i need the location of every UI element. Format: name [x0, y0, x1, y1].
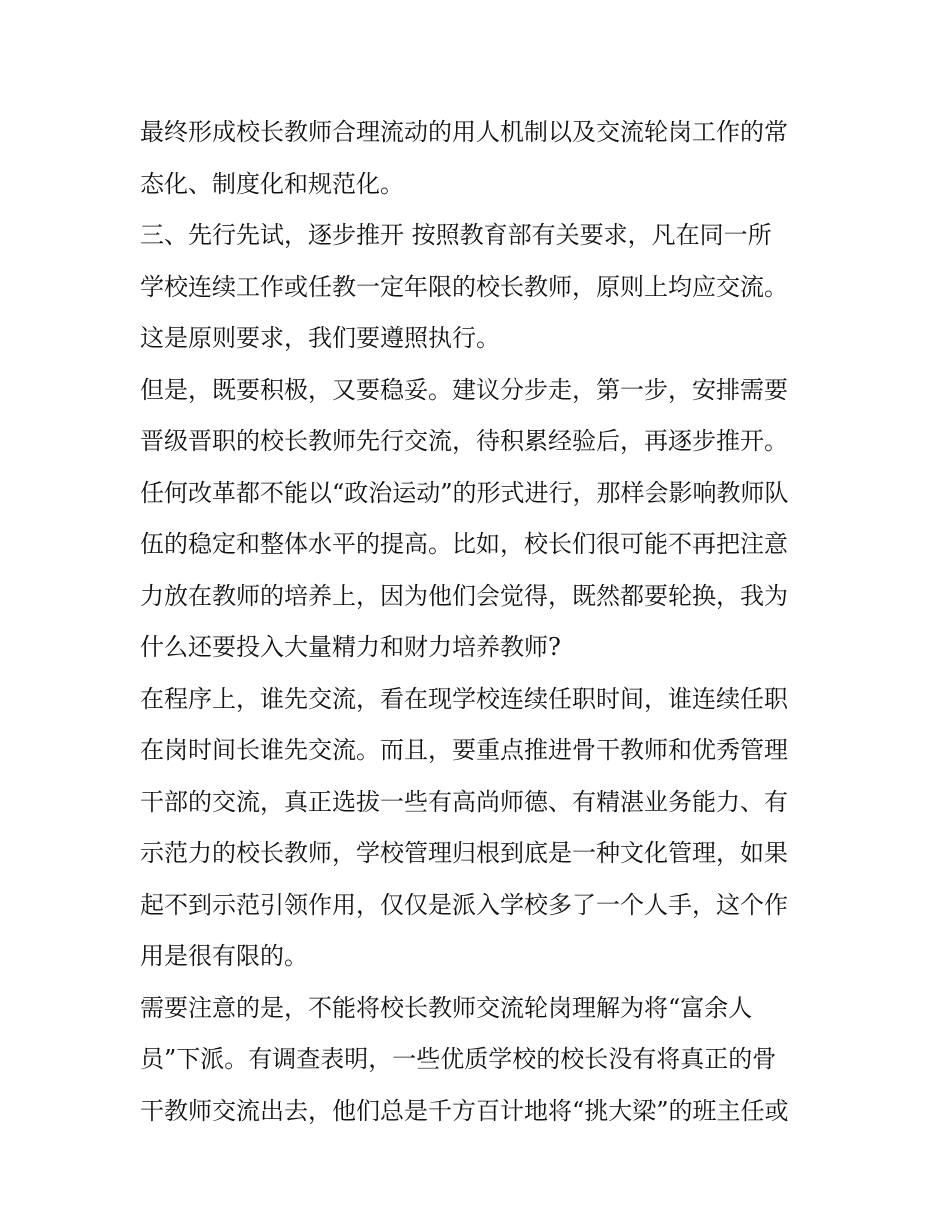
document-body — [140, 107, 820, 1137]
text-line: 这是原则要求，我们要遵照执行。 — [140, 324, 500, 352]
text-line: 在岗时间长谁先交流。而且，要重点推进骨干教师和优秀管理 — [140, 736, 788, 764]
text-line: 需要注意的是，不能将校长教师交流轮岗理解为将“富余人 — [140, 993, 753, 1022]
text-line: 晋级晋职的校长教师先行交流，待积累经验后，再逐步推开。 — [140, 427, 788, 455]
text-line: 在程序上，谁先交流，看在现学校连续任职时间，谁连续任职 — [140, 684, 788, 713]
text-line: 力放在教师的培养上，因为他们会觉得，既然都要轮换，我为 — [140, 581, 788, 610]
text-line: 示范力的校长教师，学校管理归根到底是一种文化管理，如果 — [140, 839, 788, 867]
text-line: 干部的交流，真正选拔一些有高尚师德、有精湛业务能力、有 — [140, 787, 788, 816]
text-line: 用是很有限的。 — [140, 942, 308, 970]
text-line: 员”下派。有调查表明，一些优质学校的校长没有将真正的骨 — [140, 1045, 777, 1073]
text-line: 三、先行先试，逐步推开 按照教育部有关要求，凡在同一所 — [140, 221, 772, 249]
text-line: 干教师交流出去，他们总是千方百计地将“挑大梁”的班主任或 — [140, 1096, 789, 1125]
text-line: 伍的稳定和整体水平的提高。比如，校长们很可能不再把注意 — [140, 530, 788, 558]
text-line: 态化、制度化和规范化。 — [140, 169, 404, 198]
text-line: 任何改革都不能以“政治运动”的形式进行，那样会影响教师队 — [140, 478, 789, 507]
text-line: 学校连续工作或任教一定年限的校长教师，原则上均应交流。 — [140, 272, 788, 301]
text-line: 但是，既要积极，又要稳妥。建议分步走，第一步，安排需要 — [140, 375, 788, 404]
text-line: 起不到示范引领作用，仅仅是派入学校多了一个人手，这个作 — [140, 890, 788, 919]
text-line: 最终形成校长教师合理流动的用人机制以及交流轮岗工作的常 — [140, 118, 788, 146]
text-line: 什么还要投入大量精力和财力培养教师? — [140, 633, 561, 661]
